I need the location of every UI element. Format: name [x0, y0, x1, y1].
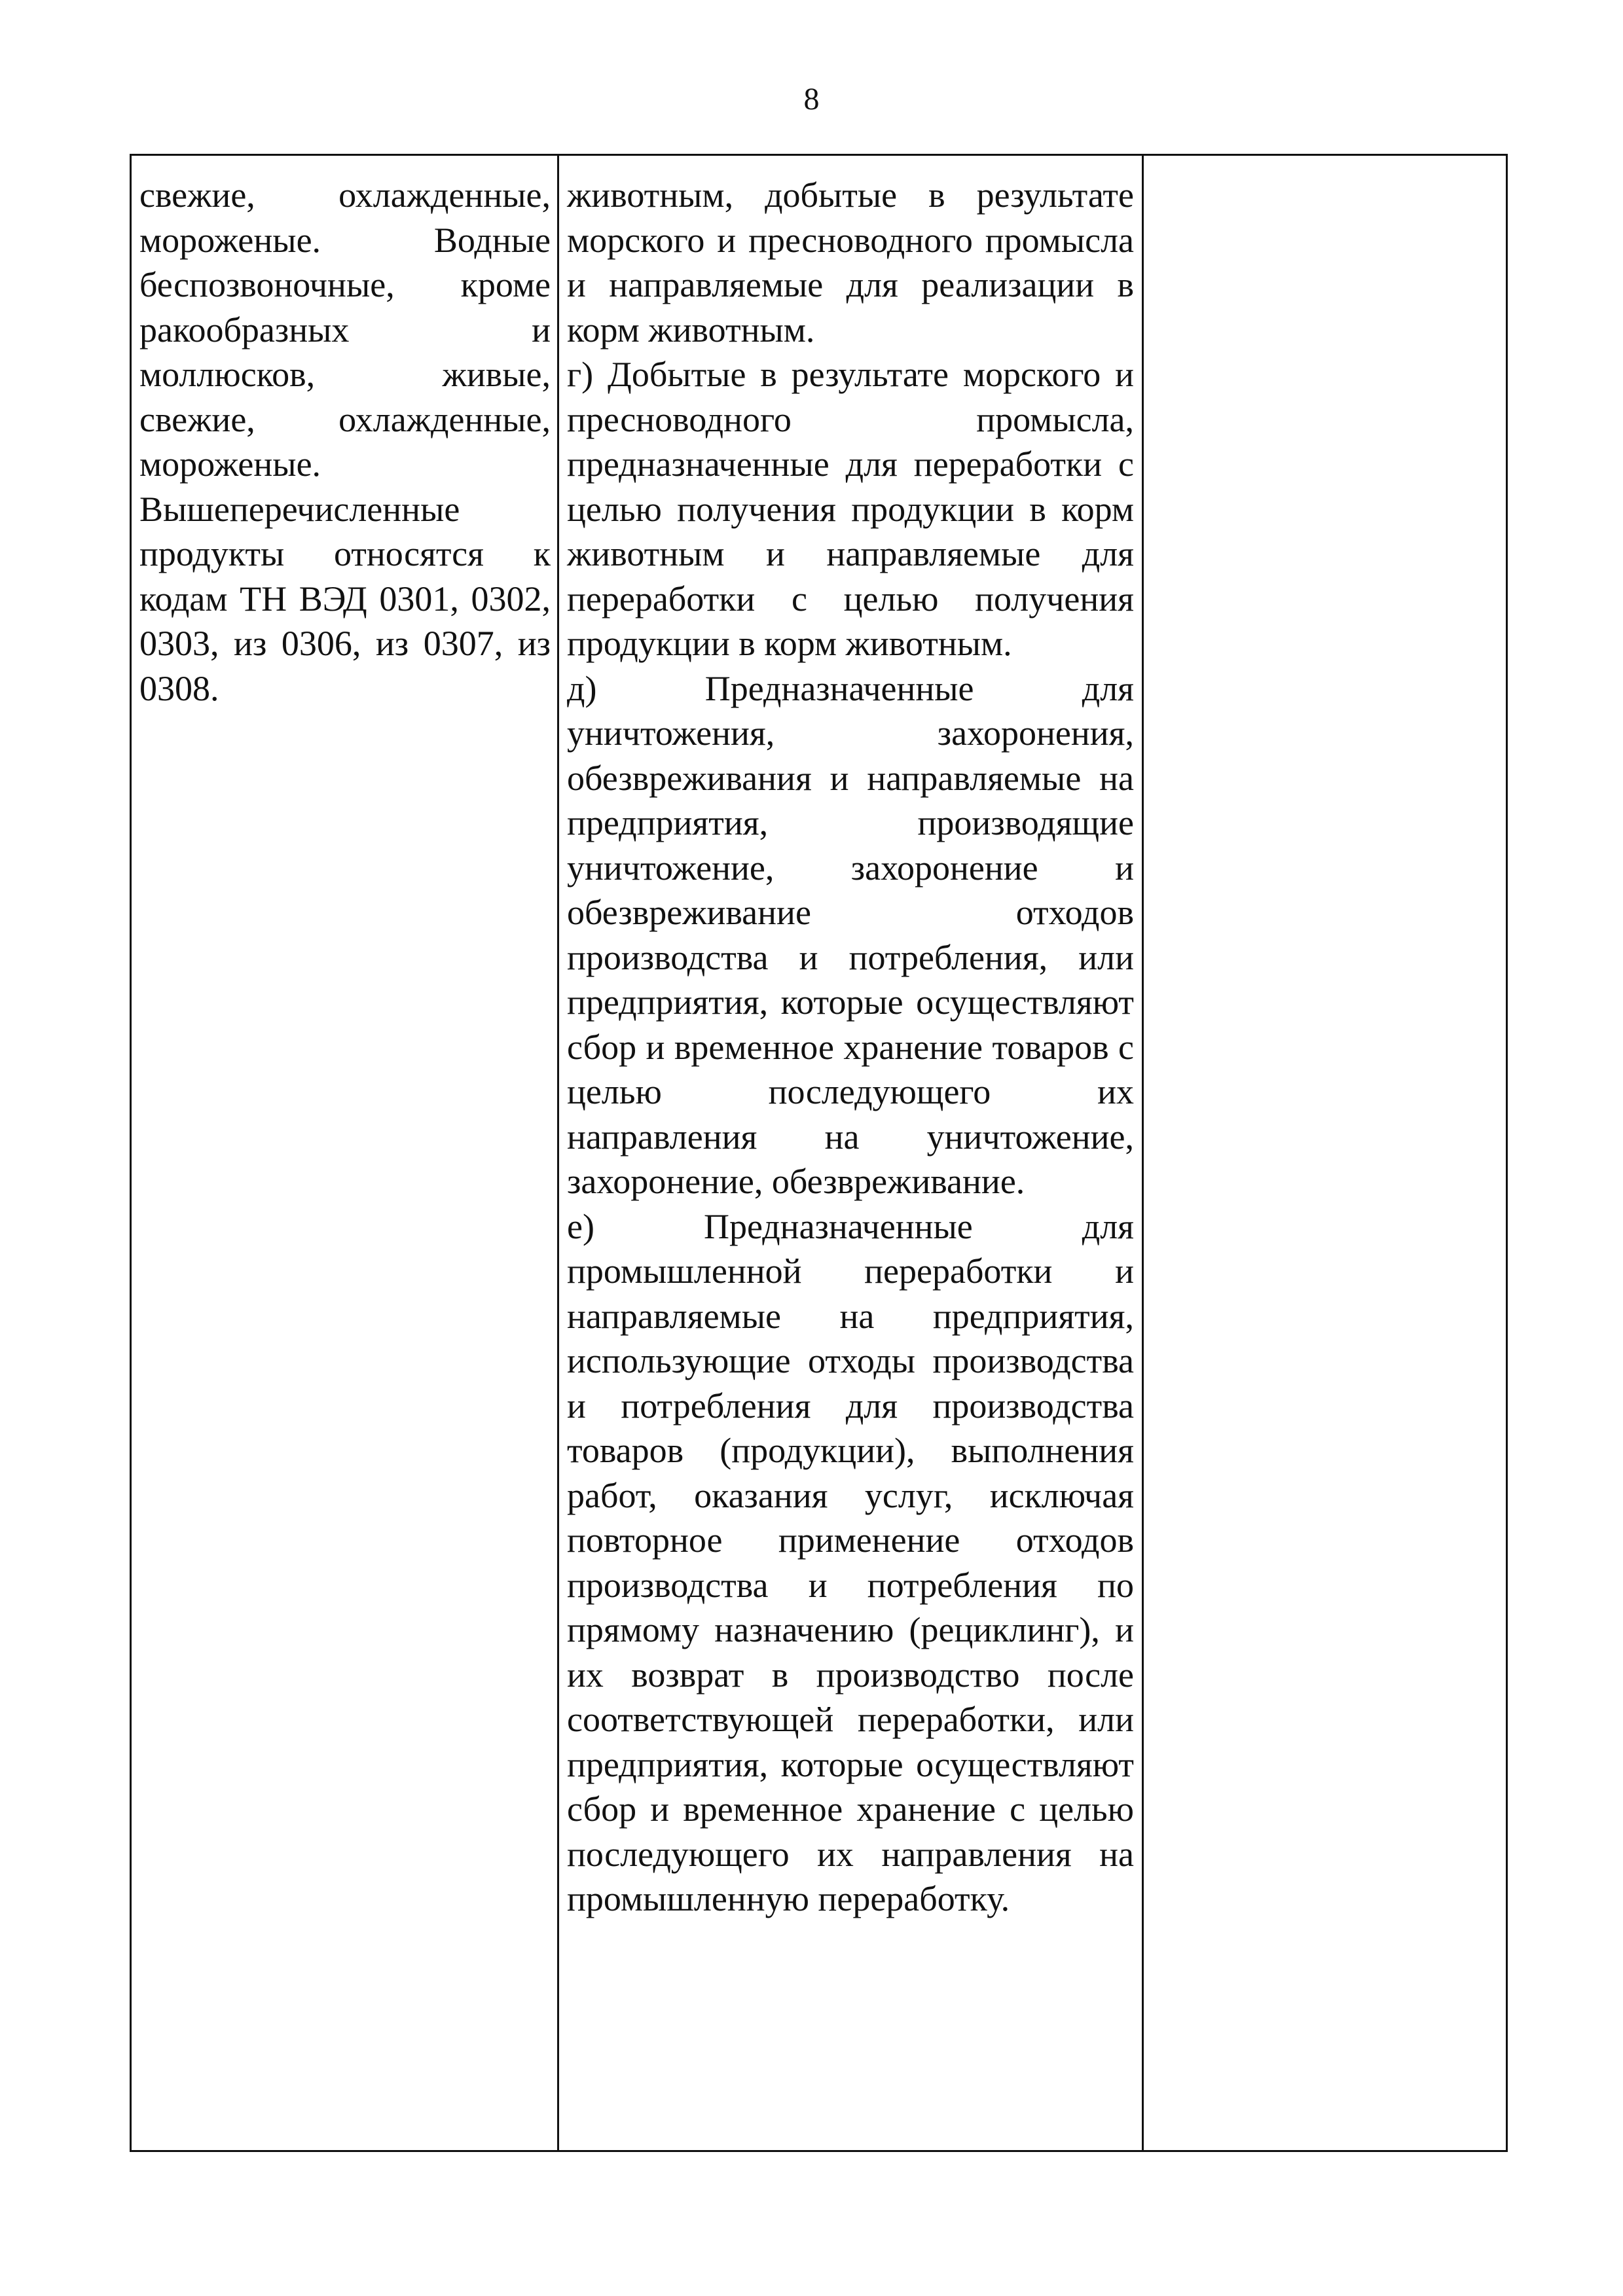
page-number: 8 — [803, 82, 820, 117]
cell-paragraph: е) Предназначенные для промышленной переработки и направляемые на предприятия, использующие отходы производства и потребления для производства товаров (продукции), выполнения работ, оказания услуг, исключая повторное применение отходов производства и потребления по прямому назначению (рециклинг), и их возврат в производство после соответствующей переработки, или предприятия, которые осуществляют сбор и временное хранение с целью последующего их направления на промышленную переработку. — [567, 1206, 1134, 1918]
cell-paragraph: Вышеперечисленные продукты относятся к кодам ТН ВЭД 0301, 0302, 0303, из 0306, из 0307, из 0308. — [139, 489, 551, 708]
cell-paragraph: г) Добытые в результате морского и пресноводного промысла, предназначенные для переработки с целью получения продукции в корм животным и направляемые для переработки с целью получения продукции в корм животным. — [567, 355, 1134, 663]
cell-paragraph: животным, добытые в результате морского и пресноводного промысла и направляемые для реализации в корм животным. — [567, 175, 1134, 350]
table-cell-product-description — [132, 156, 559, 2150]
table-cell-purpose — [559, 156, 1144, 2150]
cell-paragraph: свежие, охлажденные, мороженые. Водные беспозвоночные, кроме ракообразных и моллюсков, живые, свежие, охлажденные, мороженые. — [139, 175, 551, 484]
document-table — [130, 154, 1508, 2152]
table-cell-empty — [1144, 156, 1506, 2150]
cell-paragraph: д) Предназначенные для уничтожения, захоронения, обезвреживания и направляемые на предприятия, производящие уничтожение, захоронение и обезвреживание отходов производства и потребления, или предприятия, которые осуществляют сбор и временное хранение товаров с целью последующего их направления на уничтожение, захоронение, обезвреживание. — [567, 668, 1134, 1201]
